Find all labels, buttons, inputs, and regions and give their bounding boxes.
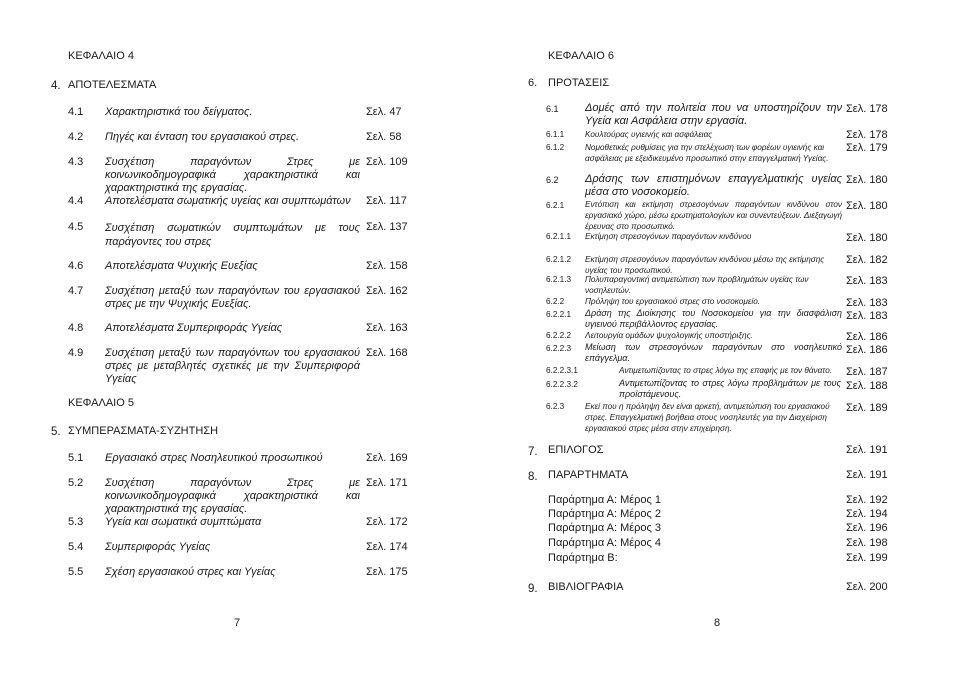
toc-entry-number: 4.6: [68, 260, 84, 272]
toc-entry-number: 6.2.2.3.2: [546, 380, 578, 389]
section-8-page: Σελ. 191: [846, 469, 888, 481]
toc-entry-page: Σελ. 182: [846, 254, 888, 266]
toc-entry-number: 4.9: [68, 347, 84, 359]
section-6-number: 6.: [528, 77, 538, 89]
toc-entry-title: Αποτελέσματα Συμπεριφοράς Υγείας: [105, 322, 283, 334]
section-6-title: ΠΡΟΤΑΣΕΙΣ: [548, 77, 610, 89]
toc-entry-title: Εκεί που η πρόληψη δεν είναι αρκετή, αντιμετώπιση του εργασιακού στρες. Επαγγελματική βοήθεια στους νοσηλευτές για την Διαχείριση εργασιακού στρες μέσα στην επιχείρηση.: [585, 402, 830, 433]
section-9-page: Σελ. 200: [846, 581, 888, 593]
toc-entry-title: Συσχέτιση μεταξύ των παραγόντων του εργασιακού στρες με μεταβλητές σχετικές με την Συμπεριφορά Υγείας: [105, 347, 360, 385]
toc-entry-title: Νομοθετικές ρυθμίσεις για την στελέχωση των φορέων υγιεινής και ασφάλειας με εξειδικευμένο προσωπικό στην επαγγελματική Υγείας.: [585, 143, 829, 163]
appendix-title: Παράρτημα Α: Μέρος 3: [548, 522, 661, 534]
toc-entry-page: Σελ. 158: [366, 260, 408, 272]
toc-entry-page: Σελ. 179: [846, 142, 888, 154]
toc-entry-number: 5.1: [68, 452, 84, 464]
section-5-number: 5.: [51, 426, 61, 438]
toc-entry-page: Σελ. 188: [846, 380, 888, 392]
toc-entry-page: Σελ. 162: [366, 285, 408, 297]
toc-entry-number: 5.2: [68, 477, 84, 489]
toc-entry-number: 6.2.2.1: [546, 310, 572, 319]
toc-entry-page: Σελ. 172: [366, 516, 408, 528]
toc-entry-title: Λειτουργία ομάδων ψυχολογικής υποστήριξης.: [585, 331, 753, 340]
toc-entry-title: Πρόληψη του εργασιακού στρες στο νοσοκομείο.: [585, 297, 761, 306]
appendix-page: Σελ. 199: [846, 552, 888, 564]
toc-entry-title: Συσχέτιση σωματικών συμπτωμάτων με τους παράγοντες του στρες: [105, 222, 360, 248]
toc-entry-page: Σελ. 180: [846, 232, 888, 244]
toc-entry-title: Δομές από την πολιτεία που να υποστηρίζουν την Υγεία και Ασφάλεια στην εργασία.: [585, 102, 842, 127]
toc-entry-title: Κουλτούρας υγιεινής και ασφάλειας: [585, 130, 713, 139]
section-9-number: 9.: [528, 583, 538, 595]
chapter-5-label: ΚΕΦΑΛΑΙΟ 5: [68, 397, 134, 409]
toc-entry-title: Πηγές και ένταση του εργασιακού στρες.: [105, 131, 300, 143]
toc-entry-number: 6.2.1: [546, 201, 565, 210]
section-4-number: 4.: [51, 80, 61, 92]
toc-entry-number: 6.1.2: [546, 143, 565, 152]
toc-entry-number: 6.2.1.2: [546, 255, 572, 264]
section-7-title: ΕΠΙΛΟΓΟΣ: [548, 444, 604, 456]
toc-entry-title: Αντιμετωπίζοντας το στρες λόγω προβλημάτων με τους προϊστάμενους.: [619, 378, 841, 399]
toc-entry-page: Σελ. 189: [846, 402, 888, 414]
toc-entry-page: Σελ. 168: [366, 347, 408, 359]
appendix-title: Παράρτημα Α: Μέρος 4: [548, 537, 661, 549]
toc-entry-page: Σελ. 174: [366, 541, 408, 553]
appendix-page: Σελ. 198: [846, 537, 888, 549]
toc-entry-title: Μείωση των στρεσογόνων παραγόντων στο νοσηλευτικό επάγγελμα.: [585, 342, 842, 363]
toc-entry-title: Υγεία και σωματικά συμπτώματα: [105, 516, 262, 528]
toc-entry-number: 4.8: [68, 322, 84, 334]
toc-entry-page: Σελ. 183: [846, 275, 888, 287]
toc-entry-page: Σελ. 47: [366, 106, 402, 118]
toc-entry-title: Εργασιακό στρες Νοσηλευτικού προσωπικού: [105, 452, 323, 464]
appendix-title: Παράρτημα Α: Μέρος 1: [548, 494, 661, 506]
toc-entry-page: Σελ. 163: [366, 322, 408, 334]
toc-entry-page: Σελ. 180: [846, 200, 888, 212]
toc-entry-number: 4.1: [68, 106, 84, 118]
toc-entry-number: 5.3: [68, 516, 84, 528]
toc-entry-number: 6.2: [546, 175, 559, 185]
toc-entry-title: Δράση της Διοίκησης του Νοσοκομείου για την διασφάλιση υγιεινού περιβάλλοντος εργασίας.: [585, 308, 842, 329]
toc-entry-title: Εντόπιση και εκτίμηση στρεσογόνων παραγόντων κινδύνου στον εργασιακό χώρο, μέσω ερωτηματολογίων και συνεντεύξεων. Διεξαγωγή έρευνας στο προσωπικό.: [585, 200, 842, 231]
toc-entry-title: Αποτελέσματα Ψυχικής Ευεξίας: [105, 260, 258, 272]
toc-entry-page: Σελ. 137: [366, 221, 408, 233]
toc-entry-page: Σελ. 178: [846, 129, 888, 141]
section-7-number: 7.: [528, 446, 538, 458]
toc-entry-number: 5.5: [68, 566, 84, 578]
toc-entry-title: Εκτίμηση στρεσογόνων παραγόντων κινδύνου μέσω της εκτίμησης υγείας του προσωπικού.: [585, 255, 825, 275]
section-8-title: ΠΑΡΑΡΤΗΜΑΤΑ: [548, 469, 629, 481]
toc-entry-title: Συσχέτιση μεταξύ των παραγόντων του εργασιακού στρες με την Ψυχικής Ευεξίας.: [105, 285, 360, 310]
toc-entry-number: 6.2.2.3: [546, 344, 572, 353]
toc-entry-number: 6.1.1: [546, 130, 565, 139]
toc-entry-number: 6.2.2: [546, 297, 565, 306]
section-9-title: ΒΙΒΛΙΟΓΡΑΦΙΑ: [548, 581, 624, 593]
appendix-page: Σελ. 196: [846, 522, 888, 534]
toc-entry-page: Σελ. 58: [366, 131, 402, 143]
toc-entry-page: Σελ. 109: [366, 156, 408, 168]
toc-entry-title: Συμπεριφοράς Υγείας: [105, 541, 211, 553]
toc-entry-page: Σελ. 187: [846, 366, 888, 378]
toc-entry-number: 6.1: [546, 104, 559, 114]
toc-entry-page: Σελ. 186: [846, 331, 888, 343]
right-page: [480, 0, 960, 674]
toc-entry-page: Σελ. 178: [846, 103, 888, 115]
appendix-page: Σελ. 194: [846, 508, 888, 520]
toc-entry-number: 5.4: [68, 541, 84, 553]
toc-entry-number: 4.7: [68, 285, 84, 297]
toc-entry-number: 6.2.1.3: [546, 275, 572, 284]
toc-entry-number: 4.4: [68, 195, 84, 207]
toc-entry-title: Δράσης των επιστημόνων επαγγελματικής υγείας μέσα στο νοσοκομείο.: [585, 173, 842, 198]
toc-entry-title: Αντιμετωπίζοντας το στρες λόγω της επαφής με τον θάνατο.: [619, 366, 833, 375]
appendix-title: Παράρτημα Α: Μέρος 2: [548, 508, 661, 520]
section-4-title: ΑΠΟΤΕΛΕΣΜΑΤΑ: [68, 79, 157, 91]
toc-entry-page: Σελ. 169: [366, 452, 408, 464]
toc-entry-title: Πολυπαραγοντική αντιμετώπιση των προβλημάτων υγείας των νοσηλευτών.: [585, 275, 809, 295]
page-number: 7: [234, 617, 241, 629]
toc-entry-number: 6.2.3: [546, 402, 565, 411]
toc-entry-page: Σελ. 117: [366, 195, 407, 207]
toc-entry-number: 6.2.1.1: [546, 232, 572, 241]
section-8-number: 8.: [528, 471, 538, 483]
toc-entry-title: Εκτίμηση στρεσογόνων παραγόντων κινδύνου: [585, 232, 752, 241]
toc-entry-title: Συσχέτιση παραγόντων Στρες με κοινωνικοδημογραφικά χαρακτηριστικά και χαρακτηριστικά της εργασίας.: [105, 156, 360, 194]
appendix-title: Παράρτημα Β:: [548, 552, 618, 564]
toc-entry-page: Σελ. 183: [846, 310, 888, 322]
toc-entry-title: Σχέση εργασιακού στρες και Υγείας: [105, 566, 276, 578]
toc-entry-page: Σελ. 183: [846, 297, 888, 309]
toc-entry-number: 6.2.2.2: [546, 331, 572, 340]
appendix-page: Σελ. 192: [846, 494, 888, 506]
toc-entry-number: 4.2: [68, 131, 84, 143]
section-5-title: ΣΥΜΠΕΡΑΣΜΑΤΑ-ΣΥΖΗΤΗΣΗ: [68, 425, 219, 437]
chapter-6-label: ΚΕΦΑΛΑΙΟ 6: [548, 50, 614, 62]
toc-entry-number: 4.5: [68, 221, 84, 233]
toc-entry-page: Σελ. 171: [366, 477, 408, 489]
toc-entry-page: Σελ. 186: [846, 344, 888, 356]
toc-entry-page: Σελ. 180: [846, 174, 888, 186]
toc-entry-number: 4.3: [68, 156, 84, 168]
toc-entry-title: Αποτελέσματα σωματικής υγείας και συμπτωμάτων: [105, 195, 351, 207]
toc-entry-title: Συσχέτιση παραγόντων Στρες με κοινωνικοδημογραφικά χαρακτηριστικά και χαρακτηριστικά της εργασίας.: [105, 477, 360, 515]
toc-entry-title: Χαρακτηριστικά του δείγματος.: [105, 106, 253, 118]
chapter-4-label: ΚΕΦΑΛΑΙΟ 4: [68, 50, 134, 62]
page-number: 8: [714, 617, 721, 629]
toc-entry-page: Σελ. 175: [366, 566, 408, 578]
section-7-page: Σελ. 191: [846, 444, 888, 456]
toc-entry-number: 6.2.2.3.1: [546, 366, 578, 375]
